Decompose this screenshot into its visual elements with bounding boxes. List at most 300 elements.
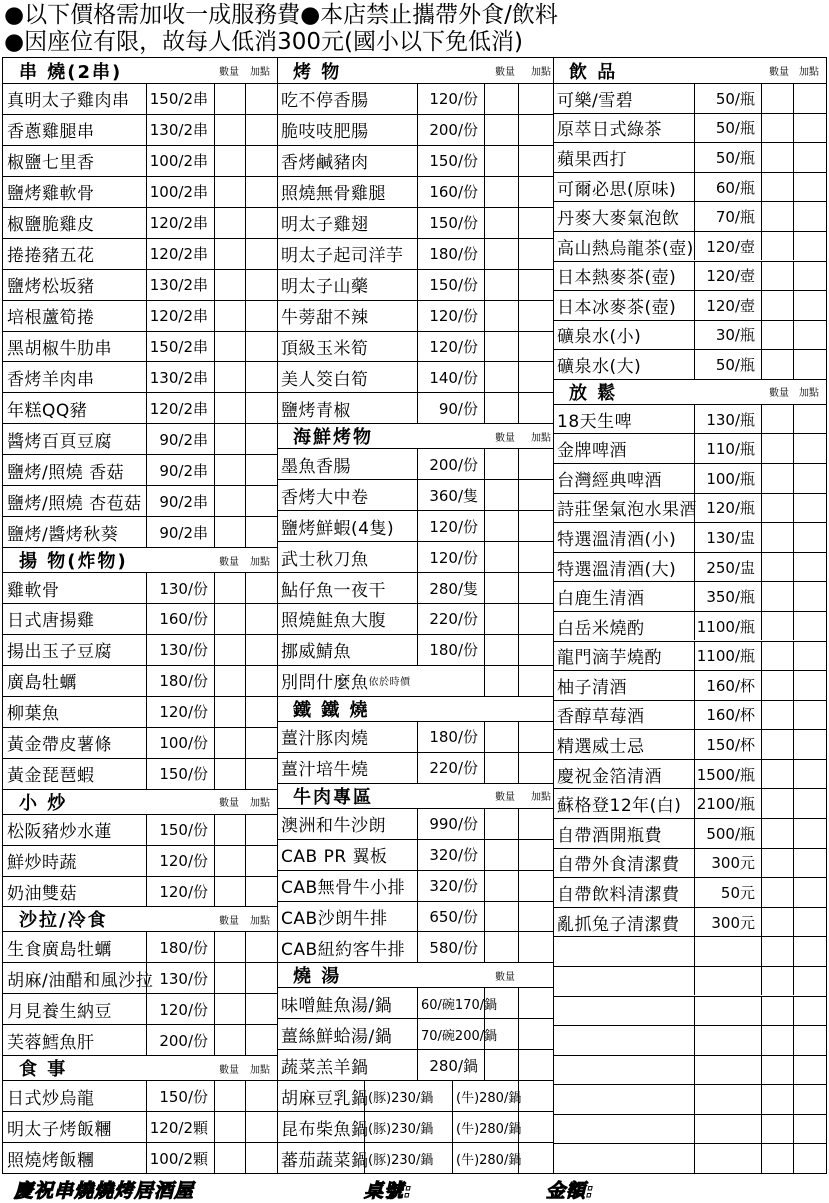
section-header [277,962,553,987]
qty-box[interactable] [215,877,246,907]
qty-box[interactable] [215,486,246,516]
item-price: 280/鍋 [418,1050,485,1080]
add-box[interactable] [246,332,277,362]
add-box[interactable] [246,1112,277,1142]
item-price: 150/2串 [147,332,215,362]
menu-item-row [3,176,277,207]
add-box[interactable] [246,1143,277,1173]
add-box[interactable] [519,362,553,392]
qty-box[interactable] [485,449,519,479]
item-name [3,573,147,603]
add-box[interactable] [246,932,277,962]
add-box[interactable] [794,173,826,202]
qty-box[interactable] [485,270,519,300]
item-name-text: 金牌啤酒 [557,441,627,462]
add-box[interactable] [794,760,826,789]
item-name-text: 丹麥大麥氣泡飲 [557,209,680,230]
qty-box[interactable] [485,480,519,510]
qty-box[interactable] [762,642,794,671]
menu-item-row [553,261,826,291]
qty-box[interactable] [215,697,246,727]
add-box[interactable] [246,1025,277,1055]
item-name-text: 礦泉水(小) [557,327,642,348]
add-box[interactable] [519,301,553,331]
add-box[interactable] [519,1143,553,1173]
section-header [277,783,553,808]
item-name-text: 頂級玉米筍 [281,338,369,359]
empty-cell [695,1115,762,1144]
menu-item-row [553,290,826,320]
item-name-text: 可爾必思(原味) [557,179,677,200]
add-box[interactable] [794,849,826,878]
menu-item-row [3,572,277,603]
qty-box[interactable] [762,671,794,700]
item-name-text: CAB PR 翼板 [281,847,388,868]
shop-name: 慶祝串燒燒烤居酒屋 [14,1180,195,1202]
add-box[interactable] [519,239,553,269]
item-name-text: 薑汁豚肉燒 [281,729,369,750]
qty-box[interactable] [215,1143,246,1173]
add-box[interactable] [246,815,277,845]
blank-row [553,1025,826,1055]
add-box[interactable] [519,177,553,207]
qty-box[interactable] [485,722,519,752]
menu-item-row [277,901,553,932]
item-name [3,239,147,269]
add-box[interactable] [519,542,553,572]
item-price: 220/份 [418,604,485,634]
qty-box[interactable] [485,871,519,901]
qty-box[interactable] [485,840,519,870]
qty-box[interactable] [762,321,794,350]
add-box[interactable] [519,449,553,479]
qty-box[interactable] [215,573,246,603]
add-box[interactable] [246,759,277,789]
menu-item-row [277,1142,553,1173]
qty-box[interactable] [485,604,519,634]
item-price: 160/杯 [695,701,762,730]
item-price: 60/碗170/鍋 [418,988,485,1018]
add-column-label: 加點 [531,432,551,444]
item-name [3,177,147,207]
add-box[interactable] [246,393,277,423]
item-name [277,542,418,572]
qty-box[interactable] [215,635,246,665]
add-box[interactable] [794,202,826,231]
item-name [3,635,147,665]
add-box[interactable] [794,232,826,261]
item-price: 140/份 [418,362,485,392]
qty-box[interactable] [485,542,519,572]
qty-box[interactable] [215,728,246,758]
add-box[interactable] [519,1050,553,1080]
qty-box[interactable] [485,1019,519,1049]
add-box[interactable] [794,523,826,552]
qty-box[interactable] [215,270,246,300]
add-box[interactable] [519,840,553,870]
qty-box[interactable] [215,239,246,269]
add-box[interactable] [794,464,826,493]
add-box[interactable] [246,239,277,269]
add-box[interactable] [794,789,826,818]
add-box[interactable] [519,988,553,1018]
item-name-text: 照燒鮭魚大腹 [281,611,386,632]
blank-row [553,1055,826,1085]
item-price: 130/2串 [147,270,215,300]
item-price: 150/份 [147,815,215,845]
qty-box[interactable] [215,932,246,962]
add-box[interactable] [519,871,553,901]
item-price: 150/份 [418,208,485,238]
qty-box[interactable] [762,143,794,172]
qty-box[interactable] [762,819,794,848]
add-box[interactable] [519,146,553,176]
qty-box[interactable] [762,730,794,759]
qty-box[interactable] [215,759,246,789]
qty-box[interactable] [485,208,519,238]
add-box[interactable] [794,582,826,611]
item-price: 130/2串 [147,115,215,145]
add-box[interactable] [794,553,826,582]
item-name [3,877,147,907]
add-box[interactable] [519,480,553,510]
qty-box[interactable] [485,84,519,114]
add-box[interactable] [519,332,553,362]
item-name-text: 柚子清酒 [557,677,627,698]
qty-box[interactable] [485,301,519,331]
add-box[interactable] [246,697,277,727]
item-name-text: 蔬菜羔羊鍋 [281,1057,369,1078]
item-price: (牛)280/鍋 [453,1112,519,1142]
add-box[interactable] [519,753,553,783]
item-name-text: 脆吱吱肥腸 [281,122,369,143]
add-box[interactable] [246,846,277,876]
qty-box[interactable] [215,604,246,634]
item-name [277,301,418,331]
add-box[interactable] [519,84,553,114]
add-box[interactable] [246,146,277,176]
add-box[interactable] [246,604,277,634]
qty-box[interactable] [215,666,246,696]
item-name [277,270,418,300]
qty-box[interactable] [215,963,246,993]
qty-box[interactable] [485,988,519,1018]
item-name-text: 原萃日式綠茶 [557,120,662,141]
menu-item-row [277,114,553,145]
qty-box[interactable] [762,701,794,730]
add-box[interactable] [794,494,826,523]
menu-item-row [553,113,826,143]
item-price: 130/份 [147,635,215,665]
qty-box[interactable] [762,849,794,878]
menu-item-row [3,931,277,962]
qty-box[interactable] [762,612,794,641]
add-box[interactable] [794,642,826,671]
qty-box[interactable] [485,809,519,839]
qty-box[interactable] [215,994,246,1024]
item-name-text: 美人筊白筍 [281,369,369,390]
item-name-text: 薑絲鮮蛤湯/鍋 [281,1026,393,1047]
item-price: 90/2串 [147,517,215,547]
menu-item-row [3,392,277,423]
section-title: 鐵 鐵 燒 [293,699,370,721]
item-price: 320/份 [418,871,485,901]
item-price: (豚)230/鍋 [365,1143,453,1173]
qty-box[interactable] [485,511,519,541]
add-box[interactable] [519,604,553,634]
add-box[interactable] [519,902,553,932]
add-box[interactable] [519,1081,553,1111]
qty-box[interactable] [215,1112,246,1142]
add-box[interactable] [794,143,826,172]
item-name [277,604,418,634]
add-box[interactable] [246,1081,277,1111]
qty-box[interactable] [485,146,519,176]
qty-box[interactable] [762,350,794,379]
qty-box[interactable] [762,789,794,818]
menu-item-row [277,1049,553,1080]
item-name-text: 詩莊堡氣泡水果酒 [557,500,697,521]
add-box[interactable] [246,486,277,516]
qty-box[interactable] [762,84,794,113]
menu-item-row [3,603,277,634]
qty-box[interactable] [485,1050,519,1080]
qty-box[interactable] [762,434,794,463]
qty-box[interactable] [762,173,794,202]
qty-column-label: 數量 [495,971,515,983]
add-box[interactable] [794,405,826,434]
qty-box[interactable] [215,115,246,145]
item-name-text: 鹽烤雞軟骨 [7,184,95,205]
qty-box[interactable] [215,177,246,207]
item-name [3,994,147,1024]
item-price: 120/2顆 [147,1112,215,1142]
qty-box[interactable] [215,332,246,362]
qty-box[interactable] [762,494,794,523]
qty-box[interactable] [485,393,519,423]
add-box[interactable] [519,1019,553,1049]
item-name-text: 明太子山藥 [281,277,369,298]
add-box[interactable] [246,208,277,238]
add-box[interactable] [519,208,553,238]
section-header [553,58,826,83]
item-name [553,202,695,231]
qty-box[interactable] [762,114,794,143]
add-box[interactable] [246,301,277,331]
qty-box[interactable] [215,424,246,454]
item-name-text: 自帶飲料清潔費 [557,884,680,905]
item-name-text: 明太子起司洋芋 [281,246,404,267]
qty-box[interactable] [485,115,519,145]
qty-box[interactable] [215,146,246,176]
qty-box[interactable] [215,393,246,423]
add-box[interactable] [794,730,826,759]
add-box[interactable] [794,819,826,848]
add-box[interactable] [246,84,277,114]
add-box[interactable] [519,932,553,962]
section-header [3,547,277,572]
item-name [553,232,695,261]
add-box[interactable] [246,635,277,665]
qty-box[interactable] [215,1081,246,1111]
add-box[interactable] [794,84,826,113]
add-box[interactable] [246,728,277,758]
qty-box[interactable] [762,878,794,907]
add-box[interactable] [519,511,553,541]
add-box[interactable] [794,291,826,320]
add-box[interactable] [519,666,553,696]
qty-box[interactable] [215,846,246,876]
item-name [553,262,695,291]
qty-box[interactable] [762,262,794,291]
add-box[interactable] [519,1112,553,1142]
menu-item-row [553,670,826,700]
qty-box[interactable] [215,84,246,114]
section-title: 海鮮烤物 [293,427,373,449]
item-price: 100/份 [147,728,215,758]
qty-box[interactable] [762,291,794,320]
add-box[interactable] [246,177,277,207]
qty-box[interactable] [762,232,794,261]
item-name-text: 鹽烤鮮蝦(4隻) [281,518,395,539]
item-name [553,908,695,937]
add-box[interactable] [246,573,277,603]
add-column-label: 加點 [799,67,819,78]
menu-item-row [3,114,277,145]
item-name [277,1050,418,1080]
qty-box[interactable] [485,932,519,962]
add-box[interactable] [246,666,277,696]
item-note: 依於時價 [368,677,411,689]
item-name [3,455,147,485]
add-box[interactable] [519,573,553,603]
qty-box[interactable] [762,553,794,582]
menu-item-row [3,269,277,300]
section-title: 食 事 [19,1059,68,1081]
add-box[interactable] [794,701,826,730]
qty-box[interactable] [762,760,794,789]
add-column-label: 加點 [250,67,270,78]
add-box[interactable] [246,963,277,993]
add-box[interactable] [519,635,553,665]
qty-box[interactable] [215,362,246,392]
add-box[interactable] [246,517,277,547]
qty-box[interactable] [485,362,519,392]
add-box[interactable] [246,877,277,907]
add-box[interactable] [794,350,826,379]
menu-item-row [553,201,826,231]
add-box[interactable] [794,321,826,350]
item-price: 50/瓶 [695,143,762,172]
empty-cell [553,997,695,1026]
qty-box[interactable] [485,753,519,783]
qty-box[interactable] [485,332,519,362]
item-name [553,582,695,611]
qty-box[interactable] [762,464,794,493]
qty-box[interactable] [215,301,246,331]
qty-box[interactable] [215,208,246,238]
qty-box[interactable] [485,666,519,696]
item-name [277,208,418,238]
item-name [3,728,147,758]
menu-item-row [277,752,553,783]
add-box[interactable] [794,908,826,937]
blank-row [553,1084,826,1114]
menu-item-row [3,1024,277,1055]
add-box[interactable] [246,362,277,392]
item-name-text: 可樂/雪碧 [557,90,634,111]
item-price: 90/2串 [147,455,215,485]
add-box[interactable] [519,722,553,752]
qty-box[interactable] [215,815,246,845]
add-box[interactable] [794,114,826,143]
add-box[interactable] [246,115,277,145]
section-header [3,906,277,931]
qty-box[interactable] [762,582,794,611]
add-box[interactable] [794,671,826,700]
empty-cell [794,1085,826,1114]
menu-item-row [3,1142,277,1173]
add-box[interactable] [246,424,277,454]
item-name-text: 鹽烤/照燒 杏苞菇 [7,493,142,514]
add-box[interactable] [794,262,826,291]
menu-item-row [277,808,553,839]
item-name-text: 墨魚香腸 [281,456,351,477]
item-price: 150/份 [418,270,485,300]
empty-cell [553,1115,695,1144]
add-box[interactable] [246,994,277,1024]
item-name-text: 真明太子雞肉串 [7,91,130,112]
add-box[interactable] [794,434,826,463]
section-title: 串 燒(2串) [19,61,123,83]
table-number-label: 桌號: [364,1180,413,1202]
section-title: 揚 物(炸物) [19,551,128,573]
add-box[interactable] [519,809,553,839]
menu-item-row [277,931,553,962]
add-box[interactable] [794,612,826,641]
qty-box[interactable] [485,635,519,665]
qty-box[interactable] [215,455,246,485]
item-name [277,511,418,541]
qty-box[interactable] [215,517,246,547]
add-box[interactable] [519,270,553,300]
qty-box[interactable] [485,902,519,932]
add-box[interactable] [519,115,553,145]
notice-line-2: ●因座位有限，故每人低消300元(國小以下免低消) [4,29,523,55]
qty-box[interactable] [762,405,794,434]
item-name-text: 照燒無骨雞腿 [281,184,386,205]
item-name-text: 鹽烤青椒 [281,400,351,421]
item-price: 100/2顆 [147,1143,215,1173]
add-box[interactable] [246,270,277,300]
qty-box[interactable] [485,177,519,207]
item-price: 50/瓶 [695,84,762,113]
qty-box[interactable] [762,202,794,231]
item-name-text: 胡麻豆乳鍋 [281,1088,369,1109]
add-column-label: 加點 [250,556,270,568]
qty-box[interactable] [485,239,519,269]
add-box[interactable] [794,878,826,907]
item-name [3,963,154,993]
add-box[interactable] [246,455,277,485]
add-box[interactable] [519,393,553,423]
qty-box[interactable] [762,523,794,552]
qty-box[interactable] [215,1025,246,1055]
item-name [3,517,147,547]
qty-box[interactable] [485,573,519,603]
qty-box[interactable] [762,908,794,937]
item-price: 160/份 [147,604,215,634]
